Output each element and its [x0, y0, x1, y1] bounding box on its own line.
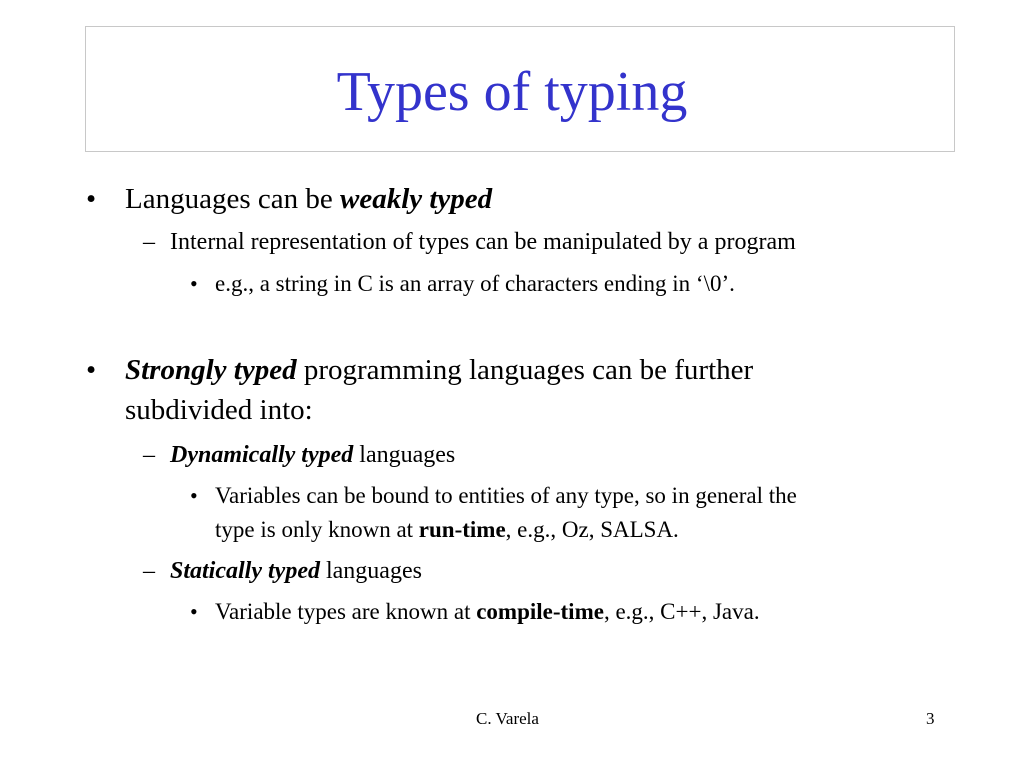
sub-2b-marker: – [143, 558, 155, 584]
bullet-2-suffix: programming languages can be further [296, 354, 754, 386]
detail-2a-line2-prefix: type is only known at [215, 517, 419, 542]
detail-2b-marker: • [190, 599, 198, 624]
bullet-1-prefix: Languages can be [125, 183, 340, 215]
sub-2a-marker: – [143, 442, 155, 468]
sub-2a-emphasis: Dynamically typed [170, 442, 354, 468]
footer-page-number: 3 [926, 709, 935, 728]
detail-2a-suffix: , e.g., Oz, SALSA. [505, 517, 679, 542]
detail-2a-line1: Variables can be bound to entities of any type, so in general the [215, 483, 797, 508]
detail-2a-marker: • [190, 483, 198, 508]
detail-1-marker: • [190, 271, 198, 296]
sub-2b-text [170, 556, 422, 586]
sub-2a-text [170, 440, 455, 470]
detail-2a-bold: run-time [418, 517, 506, 542]
sub-2a-suffix: languages [353, 442, 456, 468]
detail-2b-suffix: , e.g., C++, Java. [603, 599, 760, 624]
bullet-1-emphasis: weakly typed [339, 183, 493, 215]
sub-2b-suffix: languages [319, 558, 422, 584]
detail-2b-prefix: Variable types are known at [215, 599, 477, 624]
bullet-2-emphasis: Strongly typed [125, 354, 297, 386]
sub-1-text: Internal representation of types can be manipulated by a program [170, 229, 796, 255]
bullet-1-text [125, 182, 492, 216]
bullet-2-continuation: subdivided into: [125, 394, 313, 426]
bullet-2-text [125, 353, 753, 387]
detail-2b-text [215, 597, 760, 627]
detail-2a-line2 [215, 515, 679, 545]
sub-1-marker: – [143, 229, 155, 255]
sub-2b-emphasis: Statically typed [170, 558, 320, 584]
bullet-2-marker: • [86, 354, 97, 386]
detail-1-text: e.g., a string in C is an array of characters ending in ‘\0’. [215, 271, 735, 296]
detail-2b-bold: compile-time [476, 599, 604, 624]
bullet-1-marker: • [86, 183, 97, 215]
slide-title: Types of typing [336, 61, 688, 123]
footer-author: C. Varela [476, 709, 539, 728]
